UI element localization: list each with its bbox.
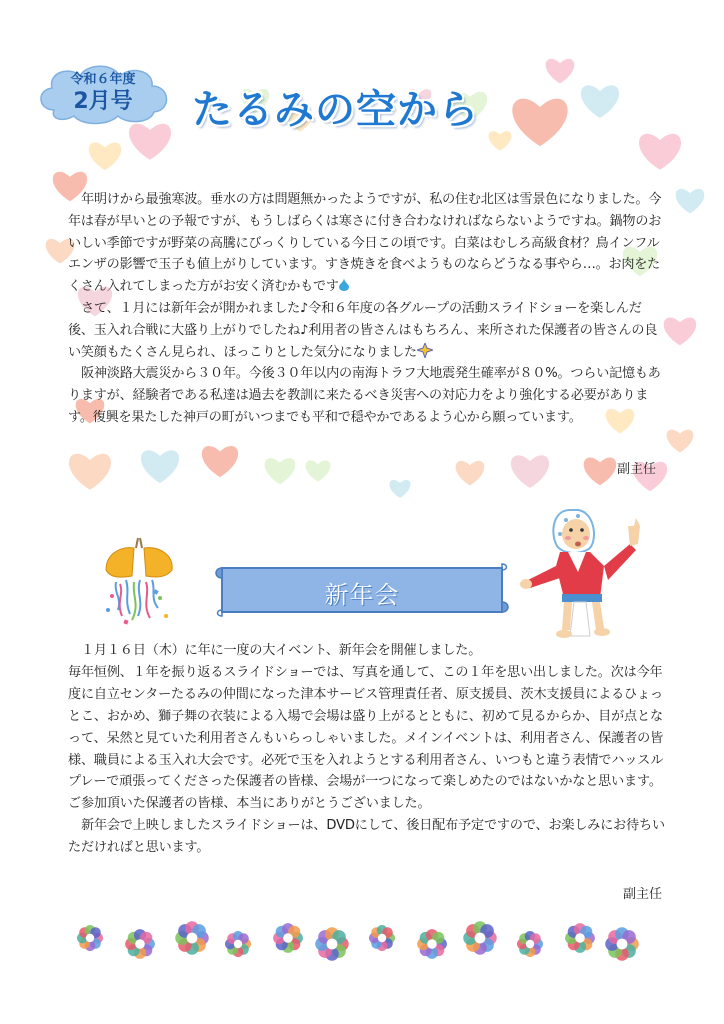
party-ball-icon [96,536,182,626]
flower-icon [315,927,348,960]
flower-icon [369,925,395,951]
heart-icon [69,454,111,490]
heart-icon [389,480,410,498]
sparkle-icon [417,343,433,358]
issue-badge [34,60,172,126]
flower-icon [175,921,208,954]
heart-icon [202,446,238,477]
article1-paragraph: さて、１月には新年会が開かれました♪令和６年度の各グループの活動スライドショーを楽しんだ後、玉入れ合戦に大盛り上がりでしたね♪利用者の皆さんはもちろん、来所された保護者の皆さんの良い笑顔もたくさん見られ、ほっこりとした気分になりました [68,300,658,360]
heart-icon [581,85,619,118]
flower-icon [517,931,543,957]
heart-icon [511,455,549,488]
heart-icon [129,124,171,160]
section-banner [212,562,512,620]
heart-icon [676,189,705,214]
article2-paragraph: 新年会で上映しましたスライドショーは、DVDにして、後日配布予定ですので、お楽しみにお待ちいただければと思います。 [68,818,665,856]
heart-icon [306,460,331,481]
water-drop-icon [339,278,349,291]
flower-garland-icon [60,908,664,968]
heart-icon [456,461,485,486]
heart-icon [584,457,616,485]
banner-title: 新年会 [324,581,400,609]
issue-month: 2月号 [73,89,133,114]
flower-icon [463,921,496,954]
article1-signature: 副主任 [616,462,656,477]
heart-icon [546,59,575,84]
heart-icon [489,131,512,151]
heart-icon [667,430,694,453]
article1-paragraph: 年明けから最強寒波。垂水の方は問題無かったようですが、私の住む北区は雪景色になりました。今年は春が早いとの予報ですが、もうしばらくは寒さに付き合わなければならないようですね。鍋物のおいしい季節ですが野菜の高騰にびっくりしている今日この頃です。白菜はむしろ高級食材？鳥インフルエンザの影響で玉子も値上がりしています。すき焼きを食べようものならどうなる事やら…。お肉をたくさん入れてしまった方がお安く済むかもです [68,192,662,295]
hyottoko-dancer-icon [520,500,655,650]
article-new-year-party [68,640,670,859]
flower-icon [565,923,595,953]
article1-paragraph: 阪神淡路大震災から３０年。今後３０年以内の南海トラフ大地震発生確率が８０%。つらい記憶もありますが、経験者である私達は過去を教訓に来たるべき災害への対応力をより強化する必要があります。復興を果たした神戸の町がいつまでも平和で穏やかであるよう心から願っています。 [68,366,661,425]
heart-icon [512,99,567,147]
flower-icon [417,929,447,959]
newsletter-title: たるみの空から [192,87,479,133]
article2-paragraph: 毎年恒例、１年を振り返るスライドショーでは、写真を通して、この１年を思い出しました。次は今年度に自立センターたるみの仲間になった津本サービス管理責任者、原支援員、茨木支援員によるひょっとこ、おかめ、獅子舞の衣装による入場で会場は盛り上がるとともに、初めて見るからか、目が点となって、呆然と見ていた利用者さんもいらっしゃいました。メインイベントは、利用者さん、保護者の皆様、職員による玉入れ大会です。必死で玉を入れようとする利用者さん、いつもと違う表情でハッスルプレーで頑張ってくださった保護者の皆様、会場が一つになって楽しめたのではないかなと思います。ご参加頂いた保護者の皆様、本当にありがとうございました。 [68,664,664,812]
flower-icon [605,927,638,960]
article-vice-director-column [68,189,662,429]
heart-icon [141,450,179,483]
flower-icon [125,929,155,959]
heart-icon [639,134,681,170]
issue-era: 令和６年度 [70,72,136,87]
article2-signature: 副主任 [622,887,662,902]
flower-icon [77,925,103,951]
heart-icon [664,317,696,345]
flower-icon [225,931,251,957]
flower-icon [273,923,303,953]
article2-paragraph: １月１６日（木）に年に一度の大イベント、新年会を開催しました。 [81,643,482,658]
heart-icon [265,458,296,484]
heart-icon [89,142,121,170]
